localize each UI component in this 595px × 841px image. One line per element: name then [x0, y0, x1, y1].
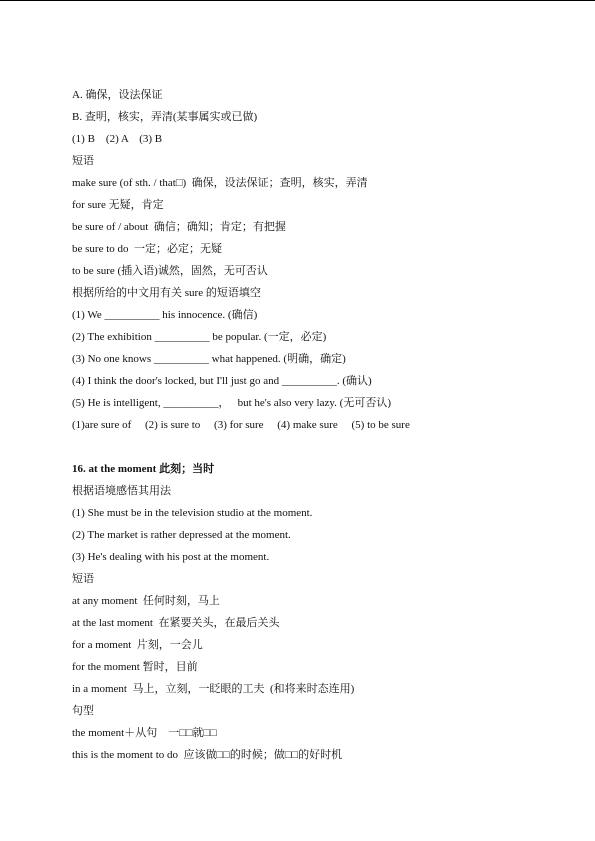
meaning-b: B. 查明，核实，弄清(某事属实或已做): [72, 111, 258, 123]
example-item: (1) She must be in the television studio at the moment.: [72, 507, 313, 519]
example-item: (2) The market is rather depressed at the moment.: [72, 529, 291, 541]
document-body: [72, 84, 552, 766]
phrase-item: for the moment 暂时，目前: [72, 661, 198, 673]
phrase-item: be sure of / about 确信；确知；肯定；有把握: [72, 221, 286, 233]
phrase-item: make sure (of sth. / that□) 确保，设法保证；查明，核实，弄清: [72, 177, 368, 189]
pattern-item: this is the moment to do 应该做□□的时候；做□□的好时机: [72, 749, 343, 761]
exercise-item: (1) We __________ his innocence. (确信): [72, 309, 258, 321]
phrases-heading: 短语: [72, 155, 94, 167]
meaning-a: A. 确保，设法保证: [72, 89, 163, 101]
phrase-item: be sure to do 一定；必定；无疑: [72, 243, 223, 255]
context-prompt: 根据语境感悟其用法: [72, 485, 171, 497]
section-spacer: [72, 436, 552, 458]
exercise-item: (5) He is intelligent, __________， but he's also very lazy. (无可否认): [72, 397, 391, 409]
section-title: 16. at the moment 此刻；当时: [72, 463, 215, 475]
phrase-item: in a moment 马上，立刻，一眨眼的工夫 (和将来时态连用): [72, 683, 355, 695]
exercise-item: (2) The exhibition __________ be popular. (一定，必定): [72, 331, 327, 343]
phrase-item: for sure 无疑，肯定: [72, 199, 164, 211]
page-top-rule: [0, 0, 595, 1]
pattern-item: the moment＋从句 一□□就□□: [72, 727, 217, 739]
exercise-answers: (1)are sure of (2) is sure to (3) for sure (4) make sure (5) to be sure: [72, 419, 410, 431]
exercise-prompt: 根据所给的中文用有关 sure 的短语填空: [72, 287, 261, 299]
phrases-heading: 短语: [72, 573, 94, 585]
phrase-item: at the last moment 在紧要关头，在最后关头: [72, 617, 280, 629]
phrase-item: at any moment 任何时刻，马上: [72, 595, 220, 607]
exercise-item: (4) I think the door's locked, but I'll just go and __________. (确认): [72, 375, 372, 387]
answers-line: (1) B (2) A (3) B: [72, 133, 163, 145]
phrase-item: for a moment 片刻，一会儿: [72, 639, 203, 651]
phrase-item: to be sure (插入语)诚然，固然，无可否认: [72, 265, 268, 277]
example-item: (3) He's dealing with his post at the moment.: [72, 551, 270, 563]
exercise-item: (3) No one knows __________ what happened. (明确，确定): [72, 353, 346, 365]
patterns-heading: 句型: [72, 705, 94, 717]
